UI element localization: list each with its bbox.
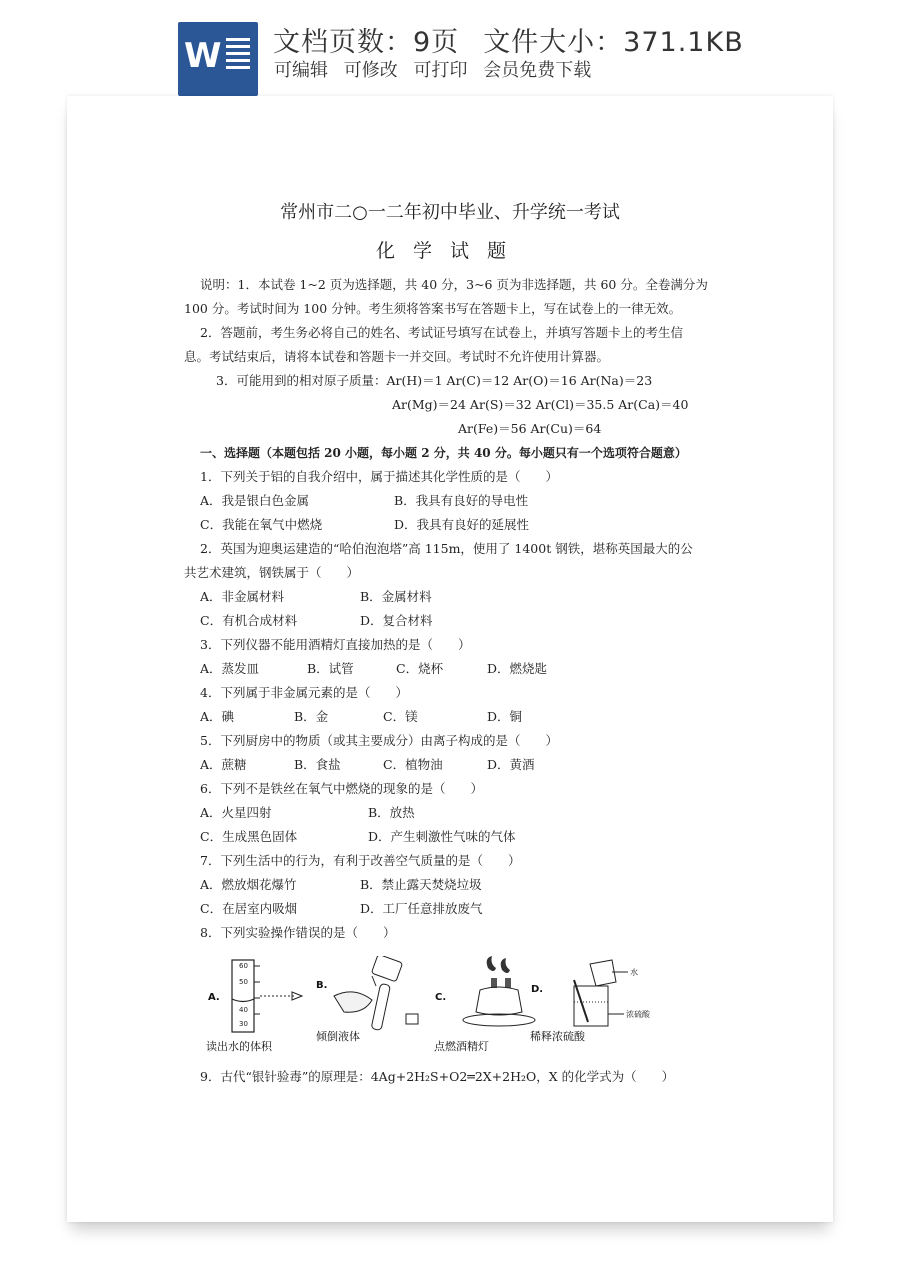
question-9: 9．古代“银针验毒”的原理是：4Ag+2H₂S+O2═2X+2H₂O，X 的化学式为（ ） <box>200 1069 675 1084</box>
feature-list <box>274 56 601 82</box>
q3-option-b: B．试管 <box>307 661 354 676</box>
q1-option-c: C．我能在氧气中燃烧 <box>200 517 323 532</box>
scale-tick-label: 50 <box>239 978 248 986</box>
scale-tick-label: 40 <box>239 1006 248 1014</box>
atomic-mass-line: Ar(Fe)＝56 Ar(Cu)＝64 <box>458 421 602 436</box>
figure-letter-c: C. <box>435 992 447 1003</box>
q7-option-c: C．在居室内吸烟 <box>200 901 298 916</box>
atomic-mass-line: Ar(Mg)＝24 Ar(S)＝32 Ar(Cl)＝35.5 Ar(Ca)＝40 <box>392 397 689 412</box>
q5-option-c: C．植物油 <box>383 757 443 772</box>
question-5: 5．下列厨房中的物质（或其主要成分）由离子构成的是（ ） <box>200 733 558 748</box>
label-water: 水 <box>630 968 638 977</box>
q1-option-d: D．我具有良好的延展性 <box>394 517 530 532</box>
feature-printable: 可打印 <box>413 60 468 81</box>
q1-option-a: A．我是银白色金属 <box>200 493 310 508</box>
note-line: 说明：1．本试卷 1~2 页为选择题，共 40 分，3~6 页为非选择题，共 60 分。全卷满分为 <box>200 277 708 292</box>
pouring-liquid-illustration <box>314 956 434 1036</box>
document-page[interactable] <box>67 96 833 1222</box>
exam-title: 常州市二○一二年初中毕业、升学统一考试 <box>280 202 620 223</box>
q3-option-a: A．蒸发皿 <box>200 661 260 676</box>
note-line: 息。考试结束后，请将本试卷和答题卡一并交回。考试时不允许使用计算器。 <box>184 349 610 364</box>
question-7: 7．下列生活中的行为，有利于改善空气质量的是（ ） <box>200 853 521 868</box>
caption-read-volume: 读出水的体积 <box>206 1040 272 1053</box>
lab-operations-figure <box>204 956 664 1056</box>
caption-dilute-acid: 稀释浓硫酸 <box>530 1030 585 1043</box>
word-document-icon <box>178 22 258 96</box>
label-conc-acid: 浓硫酸 <box>626 1010 650 1019</box>
q4-option-c: C．镁 <box>383 709 418 724</box>
alcohol-lamp-illustration <box>444 956 544 1036</box>
feature-editable: 可编辑 <box>274 60 328 81</box>
q2-option-c: C．有机合成材料 <box>200 613 298 628</box>
caption-light-lamp: 点燃酒精灯 <box>434 1040 489 1053</box>
q2-option-b: B．金属材料 <box>360 589 432 604</box>
figure-letter-b: B. <box>316 980 328 991</box>
q6-option-d: D．产生刺激性气味的气体 <box>368 829 516 844</box>
question-2-cont: 共艺术建筑，钢铁属于（ ） <box>184 565 360 580</box>
file-size: 文件大小：371.1KB <box>483 27 744 58</box>
document-preview-area <box>0 96 900 1272</box>
download-banner <box>0 0 900 96</box>
q5-option-d: D．黄酒 <box>487 757 535 772</box>
atomic-mass-line: 3．可能用到的相对原子质量：Ar(H)＝1 Ar(C)＝12 Ar(O)＝16 Ar(Na)＝23 <box>216 373 653 388</box>
caption-pour-liquid: 倾倒液体 <box>316 1030 360 1043</box>
question-1: 1．下列关于铝的自我介绍中，属于描述其化学性质的是（ ） <box>200 469 558 484</box>
graduated-cylinder-illustration <box>204 956 314 1036</box>
q5-option-a: A．蔗糖 <box>200 757 247 772</box>
q3-option-d: D．燃烧匙 <box>487 661 548 676</box>
question-2: 2．英国为迎奥运建造的“哈伯泡泡塔”高 115m，使用了 1400t 钢铁，堪称英国最大的公 <box>200 541 693 556</box>
question-3: 3．下列仪器不能用酒精灯直接加热的是（ ） <box>200 637 471 652</box>
figure-letter-a: A. <box>208 992 220 1003</box>
q6-option-a: A．火星四射 <box>200 805 272 820</box>
q6-option-c: C．生成黑色固体 <box>200 829 298 844</box>
q7-option-a: A．燃放烟花爆竹 <box>200 877 297 892</box>
question-4: 4．下列属于非金属元素的是（ ） <box>200 685 408 700</box>
question-8: 8．下列实验操作错误的是（ ） <box>200 925 396 940</box>
q7-option-b: B．禁止露天焚烧垃圾 <box>360 877 482 892</box>
file-meta <box>273 20 744 59</box>
page-count: 文档页数：9页 <box>273 27 460 58</box>
figure-letter-d: D. <box>531 984 544 995</box>
dilute-acid-illustration <box>544 956 664 1036</box>
q6-option-b: B．放热 <box>368 805 415 820</box>
feature-modifiable: 可修改 <box>343 60 398 81</box>
q4-option-a: A．碘 <box>200 709 235 724</box>
q1-option-b: B．我具有良好的导电性 <box>394 493 529 508</box>
note-line: 2．答题前，考生务必将自己的姓名、考试证号填写在试卷上，并填写答题卡上的考生信 <box>200 325 683 340</box>
section-heading: 一、选择题（本题包括 20 小题，每小题 2 分，共 40 分。每小题只有一个选项符合题意） <box>200 446 687 460</box>
note-line: 100 分。考试时间为 100 分钟。考生须将答案书写在答题卡上，写在试卷上的一律无效。 <box>184 301 682 316</box>
scale-tick-label: 30 <box>239 1020 248 1028</box>
scale-tick-label: 60 <box>239 962 248 970</box>
q4-option-d: D．铜 <box>487 709 523 724</box>
q2-option-a: A．非金属材料 <box>200 589 285 604</box>
q5-option-b: B．食盐 <box>294 757 341 772</box>
q4-option-b: B．金 <box>294 709 329 724</box>
question-6: 6．下列不是铁丝在氧气中燃烧的现象的是（ ） <box>200 781 483 796</box>
word-icon-lines <box>226 38 250 73</box>
feature-member-download: 会员免费下载 <box>483 60 592 81</box>
q3-option-c: C．烧杯 <box>396 661 444 676</box>
q7-option-d: D．工厂任意排放废气 <box>360 901 483 916</box>
word-icon-letter: W <box>184 36 222 76</box>
exam-subject: 化学试题 <box>375 240 524 262</box>
q2-option-d: D．复合材料 <box>360 613 433 628</box>
